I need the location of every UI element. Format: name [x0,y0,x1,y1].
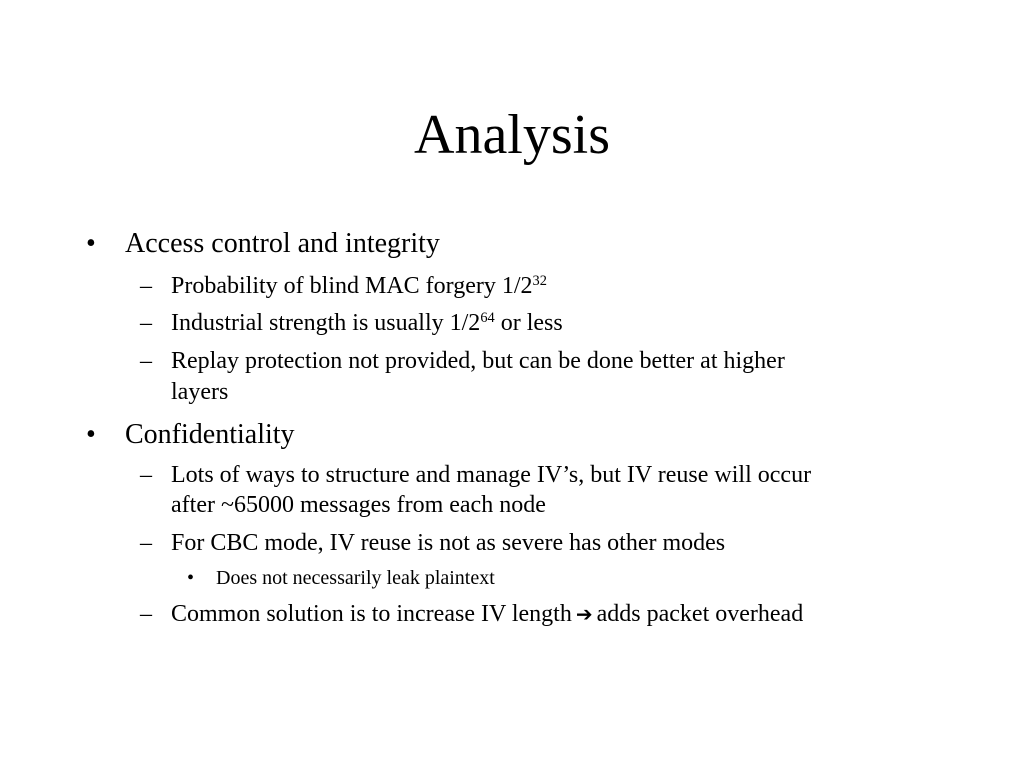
sub-bullet-text [171,271,547,302]
sub-bullet-text-line2: after ~65000 messages from each node [171,492,546,518]
sub-bullet-text [171,308,563,339]
sub-bullet-text [171,599,803,630]
sub-bullet-text-main: Industrial strength is usually 1/2 [171,310,481,336]
sub-bullet-text-line2: layers [171,379,229,405]
dash-marker: – [140,530,152,556]
sub-bullet-text-tail: or less [494,310,563,336]
dash-marker: – [140,462,152,488]
bullet-marker: • [86,419,96,450]
bullet-marker: • [86,228,96,259]
dash-marker: – [140,348,152,374]
sub-bullet-text-line1: Lots of ways to structure and manage IV’s, but IV reuse will occur [171,462,812,488]
dash-marker: – [140,273,152,299]
bullet-text: Confidentiality [125,419,295,450]
bullet-text: Access control and integrity [125,228,440,259]
sub-bullet-text: For CBC mode, IV reuse is not as severe has other modes [171,530,726,556]
bullet-marker: • [187,567,195,589]
superscript-exponent: 32 [532,273,547,290]
sub-bullet-text-tail: adds packet overhead [596,601,804,627]
slide-title: Analysis [414,104,610,166]
sub-sub-bullet-text: Does not necessarily leak plaintext [216,567,495,589]
sub-bullet-text-main: Common solution is to increase IV length [171,601,572,627]
right-arrow-icon: ➔ [575,602,593,626]
sub-bullet-text-main: Probability of blind MAC forgery 1/2 [171,273,533,299]
dash-marker: – [140,601,152,627]
sub-bullet-text-line1: Replay protection not provided, but can be done better at higher [171,348,785,374]
superscript-exponent: 64 [480,310,495,327]
dash-marker: – [140,310,152,336]
